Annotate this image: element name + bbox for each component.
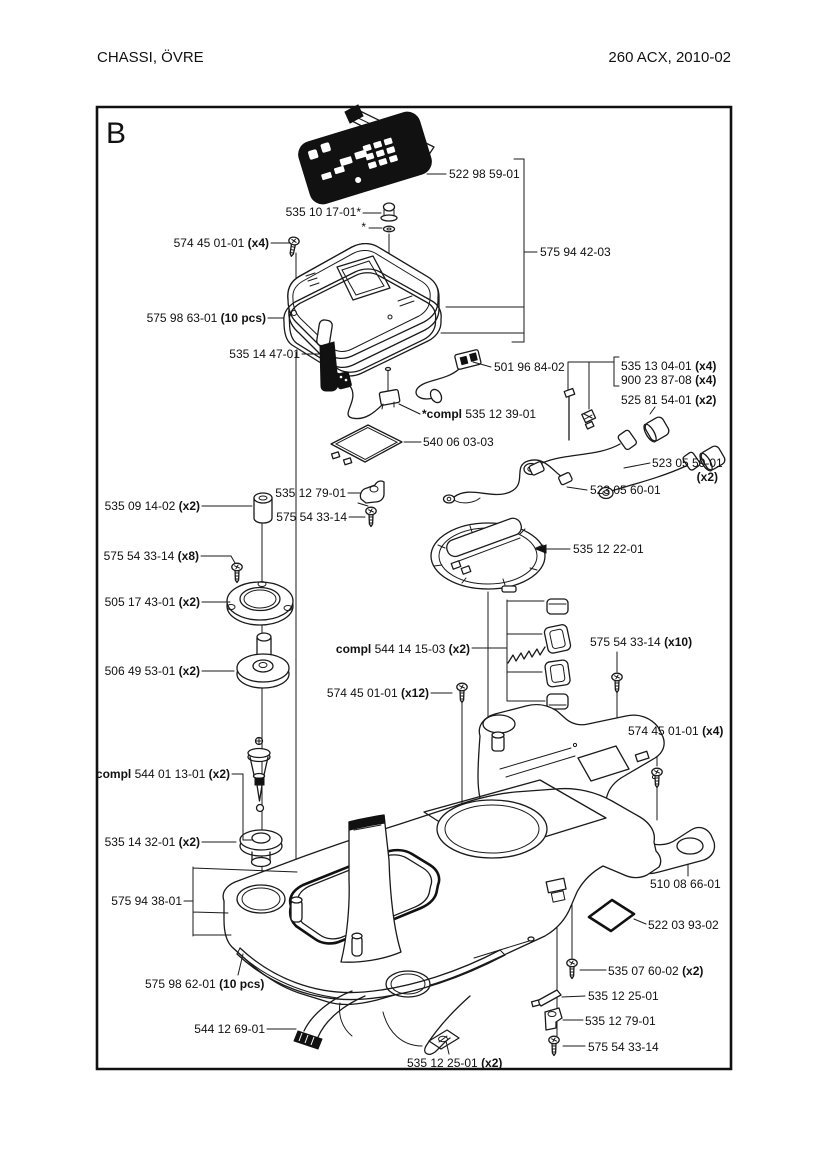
part-label-535-10-17-01: 535 10 17-01* bbox=[285, 205, 361, 219]
cable-535-12-39-drawing bbox=[335, 368, 400, 419]
section-letter: B bbox=[106, 117, 127, 150]
part-label-535-09-14-02: 535 09 14-02 (x2) bbox=[104, 499, 200, 513]
part-label-535-12-22-01: 535 12 22-01 bbox=[573, 542, 644, 556]
part-label-525-81-54-01: 525 81 54-01 (x2) bbox=[621, 393, 717, 407]
antenna-mast-drawing bbox=[248, 738, 270, 812]
spool-drawing bbox=[237, 633, 289, 688]
part-label-575-94-42-03: 575 94 42-03 bbox=[540, 245, 611, 259]
page-title: CHASSI, ÖVRE bbox=[97, 49, 204, 66]
part-label-523-05-60-01: 523 05 60-01 bbox=[590, 483, 661, 497]
part-label-535-07-60-02: 535 07 60-02 (x2) bbox=[608, 964, 704, 978]
part-label-522-98-59-01: 522 98 59-01 bbox=[449, 167, 520, 181]
part-label-544-12-69-01: 544 12 69-01 bbox=[194, 1022, 265, 1036]
part-label-575-54-33-14-top: 575 54 33-14 bbox=[276, 510, 347, 524]
plug-and-washer-drawing bbox=[381, 203, 397, 232]
model-revision: 260 ACX, 2010-02 bbox=[608, 49, 731, 66]
part-label-506-49-53-01: 506 49 53-01 (x2) bbox=[104, 664, 200, 678]
part-label-574-45-01-01-x12: 574 45 01-01 (x12) bbox=[326, 686, 429, 700]
part-label-575-54-33-14-x10: 575 54 33-14 (x10) bbox=[590, 635, 693, 649]
keypad-overlay-drawing bbox=[295, 105, 434, 207]
damper-kit-drawing bbox=[508, 599, 571, 709]
part-label-540-06-03-03: 540 06 03-03 bbox=[423, 435, 494, 449]
pin-and-nut-drawing bbox=[564, 388, 595, 440]
part-label-535-12-79-01-bottom: 535 12 79-01 bbox=[585, 1014, 656, 1028]
grommet-drawing bbox=[240, 830, 282, 867]
part-label-washer-asterisk: * bbox=[361, 220, 366, 234]
part-label-523-05-59-01-qty: (x2) bbox=[696, 470, 718, 484]
display-gasket-drawing bbox=[331, 425, 402, 465]
part-label-535-12-25-01-x2: 535 12 25-01 (x2) bbox=[407, 1056, 503, 1070]
part-label-510-08-66-01: 510 08 66-01 bbox=[650, 877, 721, 891]
part-label-535-14-47-01: 535 14 47-01 bbox=[229, 347, 300, 361]
part-label-535-12-25-01-right: 535 12 25-01 bbox=[588, 989, 659, 1003]
part-label-575-94-38-01: 575 94 38-01 bbox=[111, 894, 182, 908]
cable-501-96-84-drawing bbox=[416, 349, 481, 404]
long-cable-drawing bbox=[444, 460, 573, 503]
part-label-900-23-87-08: 900 23 87-08 (x4) bbox=[621, 373, 717, 387]
top-cover-drawing bbox=[288, 244, 439, 368]
part-label-575-54-33-14-x8: 575 54 33-14 (x8) bbox=[103, 549, 199, 563]
part-label-575-98-62-01: 575 98 62-01 (10 pcs) bbox=[145, 977, 265, 991]
part-label-575-54-33-14-bottom: 575 54 33-14 bbox=[588, 1040, 659, 1054]
spindle-sleeve-drawing bbox=[254, 493, 272, 523]
part-label-compl-535-12-39-01: *compl 535 12 39-01 bbox=[422, 407, 537, 421]
part-label-574-45-01-01-x4-top: 574 45 01-01 (x4) bbox=[173, 236, 269, 250]
part-label-compl-544-14-15-03: compl 544 14 15-03 (x2) bbox=[335, 642, 470, 656]
clip-top-drawing bbox=[358, 481, 384, 506]
part-label-523-05-59-01: 523 05 59-01 bbox=[652, 456, 723, 470]
part-label-compl-544-01-13-01: compl 544 01 13-01 (x2) bbox=[95, 767, 230, 781]
part-label-535-14-32-01: 535 14 32-01 (x2) bbox=[104, 835, 200, 849]
part-label-575-98-63-01: 575 98 63-01 (10 pcs) bbox=[146, 311, 266, 325]
part-label-535-12-79-01-top: 535 12 79-01 bbox=[275, 486, 346, 500]
part-label-574-45-01-01-x4-right: 574 45 01-01 (x4) bbox=[628, 724, 724, 738]
part-label-501-96-84-02: 501 96 84-02 bbox=[494, 360, 565, 374]
part-label-535-13-04-01: 535 13 04-01 (x4) bbox=[621, 359, 717, 373]
charging-lid-drawing bbox=[431, 516, 546, 592]
part-label-505-17-43-01: 505 17 43-01 (x2) bbox=[104, 595, 200, 609]
flanged-ring-drawing bbox=[227, 582, 293, 626]
part-label-522-03-93-02: 522 03 93-02 bbox=[648, 918, 719, 932]
